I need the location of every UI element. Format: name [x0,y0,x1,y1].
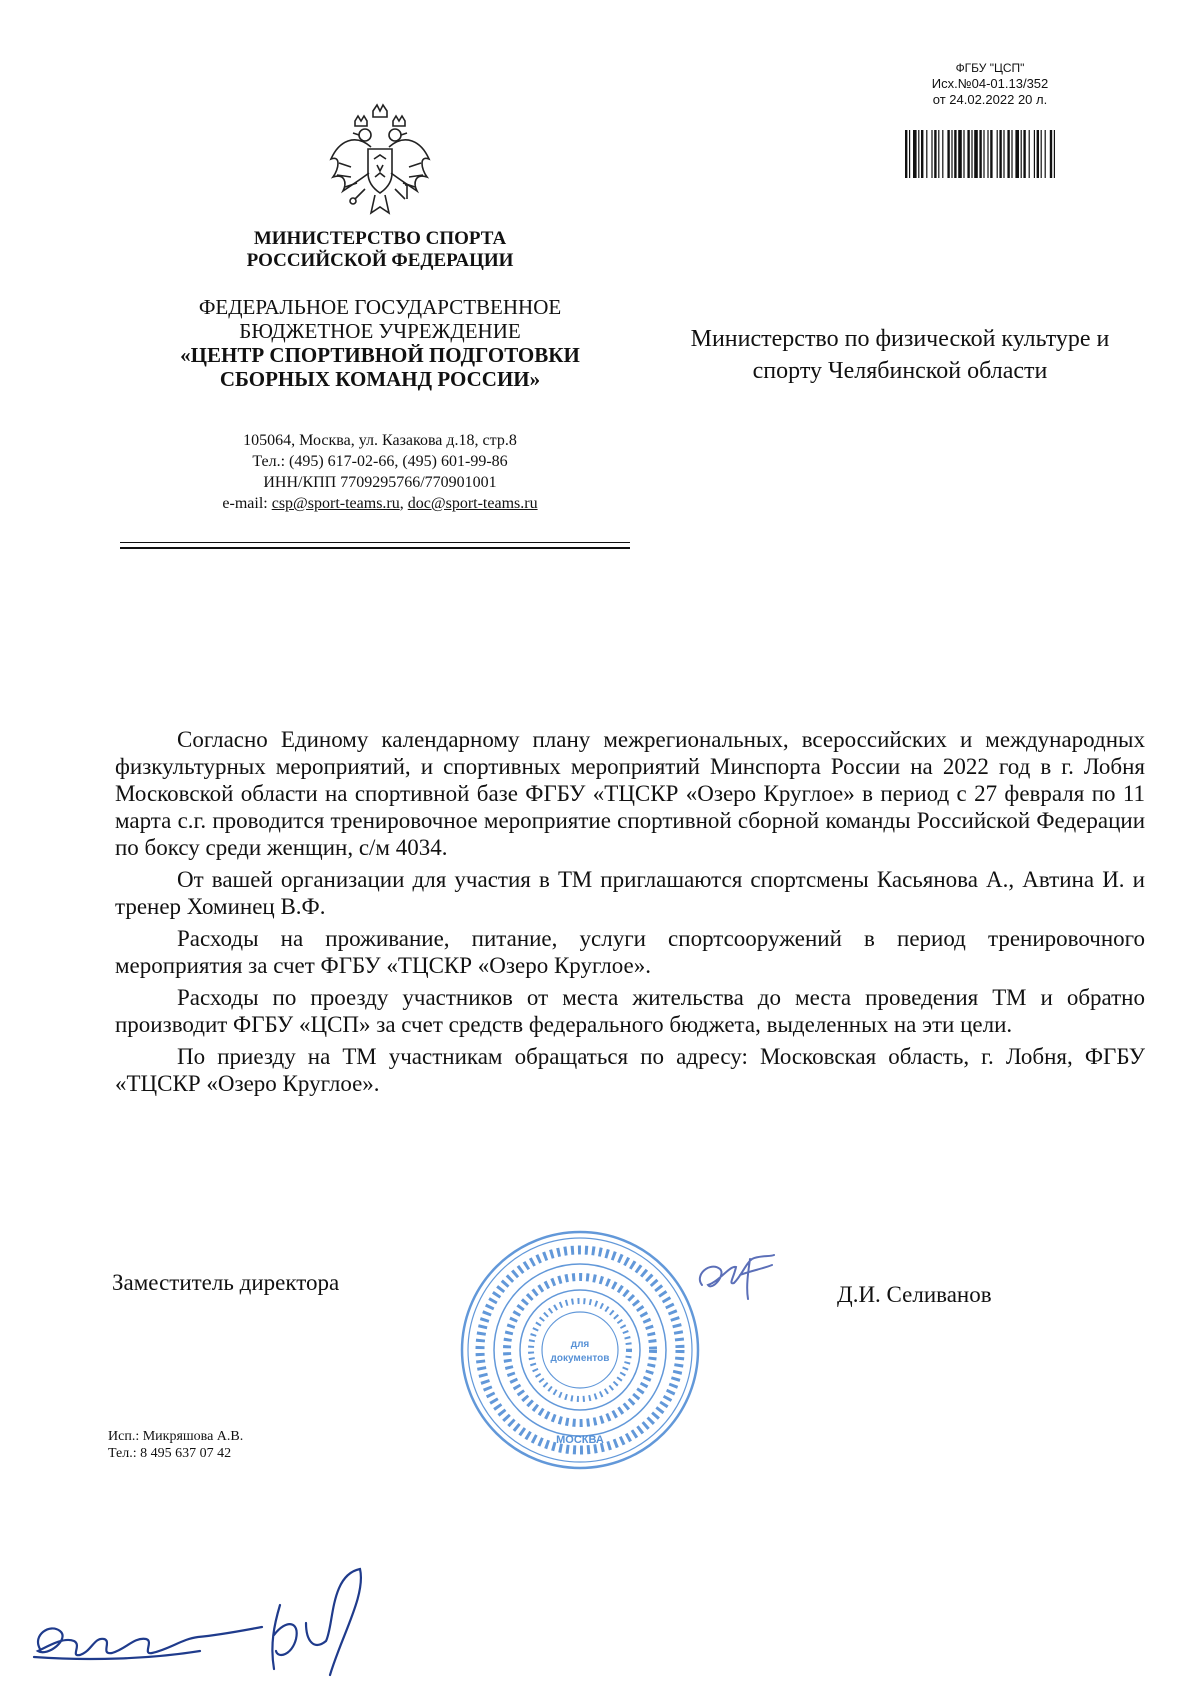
institution-name [120,295,640,391]
registration-number: Исх.№04-01.13/352 [931,76,1049,91]
stamp-bottom-text: МОСКВА [556,1434,604,1446]
barcode-bar [999,130,1001,178]
addressee-line: Министерство по физической культуре и [690,326,1110,352]
barcode-bar [958,130,962,178]
ministry-name [140,228,620,272]
barcode-bar [979,130,981,178]
barcode-bar [942,130,943,178]
registration-org: ФГБУ "ЦСП" [955,61,1025,75]
addressee-line: спорту Челябинской области [752,358,1048,384]
barcode-bar [918,130,919,178]
email-link-doc[interactable]: doc@sport-teams.ru [407,495,538,512]
stamp-center-text: для [570,1339,590,1350]
email-link-csp[interactable]: csp@sport-teams.ru [271,495,400,512]
executor-phone: Тел.: 8 495 637 07 42 [108,1446,232,1461]
barcode-bar [967,130,969,178]
barcode-bar [1034,130,1035,178]
barcode-bar [1023,130,1025,178]
executor-name: Исп.: Микряшова А.В. [108,1429,244,1444]
addressee [640,323,1160,387]
barcode-bar [971,130,972,178]
barcode-bar [938,130,939,178]
barcode-bar [947,130,949,178]
barcode-bar [1037,130,1039,178]
barcode-bar [921,130,923,178]
barcode-bar [913,130,917,178]
barcode-bar [905,130,907,178]
email-line [150,493,610,514]
barcode-bar [951,130,952,178]
barcode-bar [926,130,927,178]
barcode-bar [1050,130,1052,178]
coat-of-arms-icon [325,103,435,223]
contact-block [150,430,610,514]
signature-scribble [690,1245,780,1305]
barcode-bar [990,130,992,178]
barcode-bar [1011,130,1012,178]
barcode-bar [954,130,956,178]
postal-address: 105064, Москва, ул. Казакова д.18, стр.8 [243,432,517,449]
barcode-bar [1007,130,1009,178]
phone-numbers: Тел.: (495) 617-02-66, (495) 601-99-86 [252,453,508,470]
email-separator: , [399,495,408,512]
barcode-bar [1003,130,1004,178]
barcode-bar [934,130,936,178]
barcode-bar [997,130,998,178]
official-stamp [455,1225,705,1475]
barcode-bar [1029,130,1030,178]
body-paragraph: От вашей организации для участия в ТМ приглашаются спортсмены Касьянова А., Автина И. и тренер Хоминец В.Ф. [115,867,1145,919]
barcode-bar [987,130,988,178]
institution-line: БЮДЖЕТНОЕ УЧРЕЖДЕНИЕ [239,319,521,343]
body-paragraph: Согласно Единому календарному плану межрегиональных, всероссийских и международных физкультурных мероприятий, и спортивных мероприятий Минспорта России на 2022 год в г. Лобня Московской области на спортивной базе ФГБУ «ТЦСКР «Озеро Круглое» в период с 27 февраля по 11 марта с.г. проводится тренировочное мероприятие спортивной сборной команды Российской Федерации по боксу среди женщин, с/м 4034. [115,727,1145,860]
executor-block [108,1428,243,1462]
registration-block [900,60,1080,108]
handwritten-signature [30,1565,380,1685]
signatory-title: Заместитель директора [112,1270,340,1295]
barcode-bar [1041,130,1042,178]
institution-line: «ЦЕНТР СПОРТИВНОЙ ПОДГОТОВКИ [180,343,580,367]
registration-date: от 24.02.2022 20 л. [932,92,1048,107]
barcode-bar [1015,130,1019,178]
barcode-bar [1045,130,1046,178]
barcode-icon [905,130,1055,178]
body-paragraph: Расходы на проживание, питание, услуги спортсооружений в период тренировочного мероприятия за счет ФГБУ «ТЦСКР «Озеро Круглое». [115,926,1145,978]
body-paragraph: Расходы по проезду участников от места жительства до места проведения ТМ и обратно производит ФГБУ «ЦСП» за счет средств федерального бюджета, выделенных на эти цели. [115,985,1145,1037]
stamp-center-text: документов [550,1353,610,1364]
barcode-bar [983,130,984,178]
letter-body [115,726,1145,1102]
barcode-bar [974,130,978,178]
header-divider [120,542,630,543]
institution-line: ФЕДЕРАЛЬНОЕ ГОСУДАРСТВЕННОЕ [198,295,562,319]
barcode-bar [909,130,910,178]
ministry-line: МИНИСТЕРСТВО СПОРТА [253,228,507,249]
barcode-bar [1054,130,1055,178]
barcode-bar [931,130,932,178]
inn-kpp: ИНН/КПП 7709295766/770901001 [263,474,497,491]
barcode-bar [1021,130,1022,178]
body-paragraph: По приезду на ТМ участникам обращаться по адресу: Московская область, г. Лобня, ФГБУ «ТЦСКР «Озеро Круглое». [115,1044,1145,1096]
signatory-name: Д.И. Селиванов [837,1282,992,1307]
institution-line: СБОРНЫХ КОМАНД РОССИИ» [219,367,541,391]
ministry-line: РОССИЙСКОЙ ФЕДЕРАЦИИ [246,250,514,271]
header-divider [120,547,630,549]
email-label: e-mail: [222,495,272,512]
barcode-bar [963,130,964,178]
